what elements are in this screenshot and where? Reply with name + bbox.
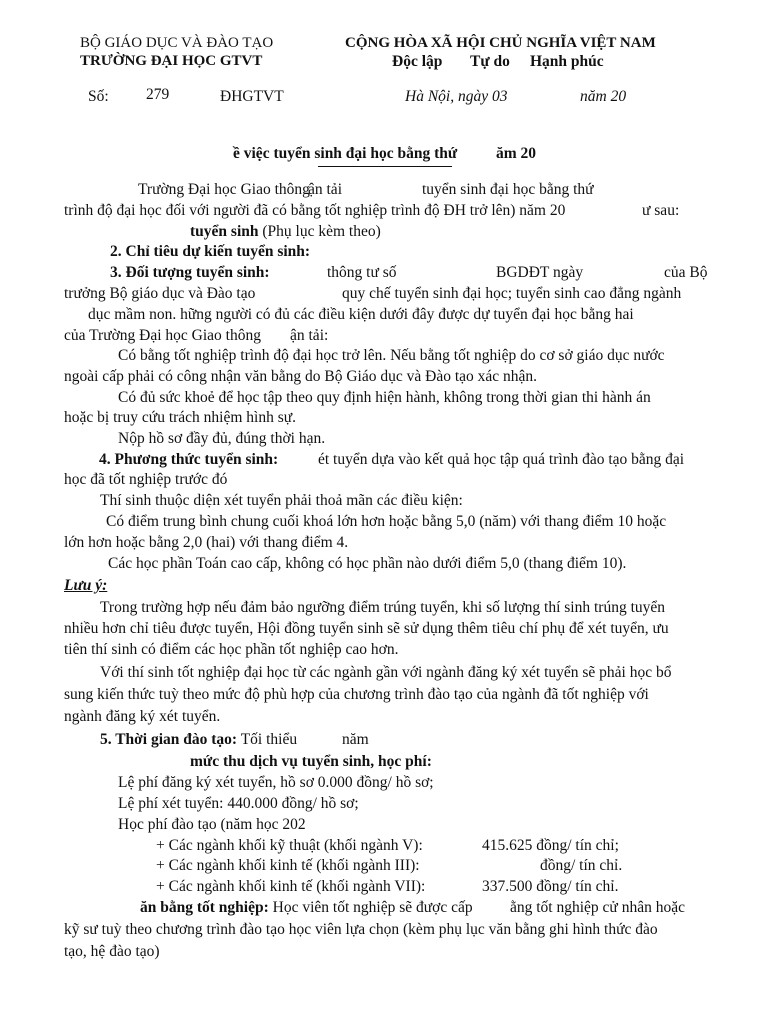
degree-line-3: tạo, hệ đào tạo) (64, 943, 160, 960)
doc-number-value: 279 (146, 86, 170, 103)
fee-row-2-label: + Các ngành khối kinh tế (khối ngành III): (156, 857, 420, 874)
condition-3: Nộp hồ sơ đầy đủ, đúng thời hạn. (118, 430, 326, 447)
section-1-line (190, 223, 381, 241)
section-3-line-1b: BGDĐT ngày (496, 264, 584, 281)
motto-freedom: Tự do (470, 53, 510, 70)
section-5-years: năm (342, 731, 369, 748)
doc-code: ĐHGTVT (220, 88, 284, 105)
degree-line-1a: Học viên tốt nghiệp sẽ được cấp (272, 899, 473, 916)
note-p2-line-1: Với thí sinh tốt nghiệp đại học từ các ngành gần với ngành đăng ký xét tuyển sẽ phải học bổ (100, 664, 672, 681)
degree-title: ăn bằng tốt nghiệp: (140, 899, 269, 916)
doc-number-label: Số: (88, 88, 109, 105)
section-1-rest: (Phụ lục kèm theo) (262, 223, 381, 240)
subject-underline (318, 166, 452, 167)
degree-line-2: kỹ sư tuỳ theo chương trình đào tạo học viên lựa chọn (kèm phụ lục văn bằng ghi hình thức đào (64, 921, 658, 938)
fee-row-1-value: 415.625 đồng/ tín chỉ; (482, 837, 619, 854)
country-name: CỘNG HÒA XÃ HỘI CHỦ NGHĨA VIỆT NAM (345, 35, 656, 51)
section-3-line-2a: trưởng Bộ giáo dục và Đào tạo (64, 285, 256, 302)
criteria-2: Các học phần Toán cao cấp, không có học phần nào dưới điểm 5,0 (thang điểm 10). (108, 555, 627, 572)
criteria-1-line-1: Có điểm trung bình chung cuối khoá lớn hơn hoặc bằng 5,0 (năm) với thang điểm 10 hoặc (106, 513, 667, 530)
date-year: năm 20 (580, 88, 627, 105)
section-3-line-2b: quy chế tuyển sinh đại học; tuyển sinh cao đẳng ngành (342, 285, 682, 302)
intro-line-1b: ận tải (308, 181, 342, 198)
intro-line-1c: tuyển sinh đại học bằng thứ (422, 181, 594, 198)
section-3-title: 3. Đối tượng tuyển sinh: (110, 264, 270, 281)
section-3-line-1c: của Bộ (664, 264, 708, 281)
note-label: Lưu ý: (64, 577, 108, 594)
date-place: Hà Nội, ngày 03 (405, 88, 508, 105)
fee-row-3-label: + Các ngành khối kinh tế (khối ngành VII): (156, 878, 426, 895)
section-5-title: 5. Thời gian đào tạo: (100, 731, 238, 748)
section-2-title: 2. Chỉ tiêu dự kiến tuyển sinh: (110, 243, 311, 260)
intro-line-1a: Trường Đại học Giao thông (138, 181, 310, 198)
section-4-line-2: học đã tốt nghiệp trước đó (64, 471, 228, 488)
motto-independence: Độc lập (392, 53, 443, 70)
subject-line-part-1: ề việc tuyển sinh đại học bằng thứ (233, 145, 458, 162)
criteria-1-line-2: lớn hơn hoặc bằng 2,0 (hai) với thang điểm 4. (64, 534, 349, 551)
note-p1-line-3: tiên thí sinh có điểm các học phần tốt nghiệp cao hơn. (64, 641, 399, 658)
section-5-minimum: Tối thiểu (240, 731, 298, 748)
fee-row-2-value: đồng/ tín chỉ. (540, 857, 623, 874)
section-5-line (100, 731, 297, 749)
section-3-line-1a: thông tư số (327, 264, 397, 281)
fee-row-1-label: + Các ngành khối kỹ thuật (khối ngành V): (156, 837, 423, 854)
intro-line-2a: trình độ đại học đối với người đã có bằng tốt nghiệp trình độ ĐH trở lên) năm 20 (64, 202, 566, 219)
fee-registration: Lệ phí đăng ký xét tuyển, hồ sơ 0.000 đồng/ hồ sơ; (118, 774, 434, 791)
section-4-conditions-intro: Thí sinh thuộc diện xét tuyển phải thoả mãn các điều kiện: (100, 492, 463, 509)
condition-2-line-1: Có đủ sức khoẻ để học tập theo quy định hiện hành, không trong thời gian thi hành án (118, 389, 651, 406)
fees-title: mức thu dịch vụ tuyển sinh, học phí: (190, 753, 432, 770)
note-p1-line-1: Trong trường hợp nếu đảm bảo ngưỡng điểm trúng tuyển, khi số lượng thí sinh trúng tuyển (100, 599, 666, 616)
degree-line-1b: ằng tốt nghiệp cử nhân hoặc (510, 899, 685, 916)
note-p1-line-2: nhiều hơn chỉ tiêu được tuyển, Hội đồng tuyển sinh sẽ sử dụng thêm tiêu chí phụ để xét tuyển, ưu (64, 620, 669, 637)
section-4-line-1: ét tuyển dựa vào kết quả học tập quá trình đào tạo bằng đại (318, 451, 685, 468)
school-name: TRƯỜNG ĐẠI HỌC GTVT (80, 53, 263, 69)
section-4-title: 4. Phương thức tuyển sinh: (99, 451, 279, 468)
section-1-bold: tuyển sinh (190, 223, 259, 240)
motto-happiness: Hạnh phúc (530, 53, 604, 70)
fee-admission: Lệ phí xét tuyển: 440.000 đồng/ hồ sơ; (118, 795, 359, 812)
fee-tuition: Học phí đào tạo (năm học 202 (118, 816, 306, 833)
section-3-line-4b: ận tải: (290, 327, 329, 344)
ministry-name: BỘ GIÁO DỤC VÀ ĐÀO TẠO (80, 35, 274, 51)
fee-row-3-value: 337.500 đồng/ tín chỉ. (482, 878, 619, 895)
condition-2-line-2: hoặc bị truy cứu trách nhiệm hình sự. (64, 409, 297, 426)
section-3-line-4a: của Trường Đại học Giao thông (64, 327, 261, 344)
section-3-line-3: dục mầm non. hững người có đủ các điều kiện dưới đây được dự tuyển đại học bằng hai (88, 306, 634, 323)
subject-line-part-2: ăm 20 (496, 145, 537, 162)
note-p2-line-2: sung kiến thức tuỳ theo mức độ phù hợp của chương trình đào tạo của ngành đã tốt nghiệp với (64, 686, 649, 703)
degree-line-1 (140, 899, 473, 917)
condition-1-line-2: ngoài cấp phải có công nhận văn bằng do Bộ Giáo dục và Đào tạo xác nhận. (64, 368, 538, 385)
note-p2-line-3: ngành đăng ký xét tuyển. (64, 708, 221, 725)
condition-1-line-1: Có bằng tốt nghiệp trình độ đại học trở lên. Nếu bằng tốt nghiệp do cơ sở giáo dục nước (118, 347, 665, 364)
intro-line-2b: ư sau: (642, 202, 680, 219)
